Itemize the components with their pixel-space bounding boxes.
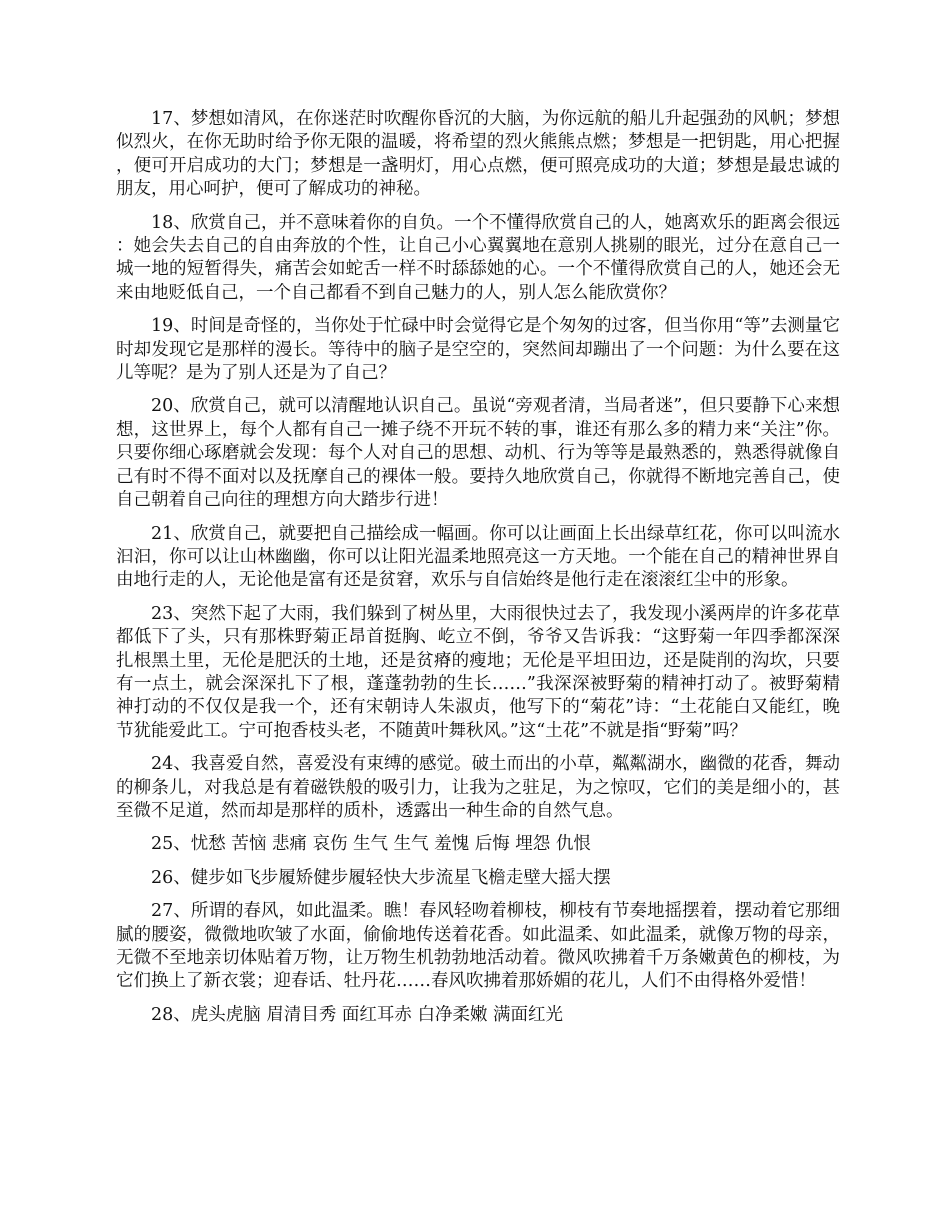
paragraph-17: 17、梦想如清风，在你迷茫时吹醒你昏沉的大脑，为你远航的船儿升起强劲的风帆；梦想似烈火，在你无助时给予你无限的温暖，将希望的烈火熊熊点燃；梦想是一把钥匙，用心把握，便可开启成功的大门；梦想是一盏明灯，用心点燃，便可照亮成功的大道；梦想是最忠诚的朋友，用心呵护，便可了解成功的神秘。 [116, 109, 840, 200]
paragraph-26: 26、健步如飞步履矫健步履轻快大步流星飞檐走壁大摇大摆 [151, 867, 611, 888]
paragraph-18: 18、欣赏自己，并不意味着你的自负。一个不懂得欣赏自己的人，她离欢乐的距离会很远：她会失去自己的自由奔放的个性，让自己小心翼翼地在意别人挑剔的眼光，过分在意自己一城一地的短暂得失，痛苦会如蛇舌一样不时舔舔她的心。一个不懂得欣赏自己的人，她还会无来由地贬低自己，一个自己都看不到自己魅力的人，别人怎么能欣赏你？ [116, 212, 840, 303]
paragraph-20: 20、欣赏自己，就可以清醒地认识自己。虽说“旁观者清，当局者迷”，但只要静下心来想想，这世界上，每个人都有自己一摊子绕不开玩不转的事，谁还有那么多的精力来“关注”你。只要你细心琢磨就会发现：每个人对自己的思想、动机、行为等等是最熟悉的，熟悉得就像自己有时不得不面对以及抚摩自己的裸体一般。要持久地欣赏自己，你就得不断地完善自己，使自己朝着自己向往的理想方向大踏步行进！ [116, 396, 840, 511]
paragraph-27: 27、所谓的春风，如此温柔。瞧！春风轻吻着柳枝，柳枝有节奏地摇摆着，摆动着它那细腻的腰姿，微微地吹皱了水面，偷偷地传送着花香。如此温柔、如此温柔，就像万物的母亲，无微不至地亲切体贴着万物，让万物生机勃勃地活动着。微风吹拂着千万条嫩黄色的柳枝，为它们换上了新衣裳；迎春话、牡丹花……春风吹拂着那娇媚的花儿，人们不由得格外爱惜！ [116, 901, 840, 992]
document-body [116, 108, 840, 1037]
paragraph-28: 28、虎头虎脑 眉清目秀 面红耳赤 白净柔嫩 满面红光 [151, 1004, 564, 1025]
paragraph-25: 25、忧愁 苦恼 悲痛 哀伤 生气 生气 羞愧 后悔 埋怨 仇恨 [151, 834, 591, 855]
paragraph-19: 19、时间是奇怪的，当你处于忙碌中时会觉得它是个匆匆的过客，但当你用“等”去测量它时却发现它是那样的漫长。等待中的脑子是空空的，突然间却蹦出了一个问题：为什么要在这儿等呢？是为了别人还是为了自己？ [116, 316, 840, 384]
paragraph-24: 24、我喜爱自然，喜爱没有束缚的感觉。破土而出的小草，粼粼湖水，幽微的花香，舞动的柳条儿，对我总是有着磁铁般的吸引力，让我为之驻足，为之惊叹，它们的美是细小的，甚至微不足道，然而却是那样的质朴，透露出一种生命的自然气息。 [116, 754, 840, 821]
paragraph-21: 21、欣赏自己，就要把自己描绘成一幅画。你可以让画面上长出绿草红花，你可以叫流水汩汩，你可以让山林幽幽，你可以让阳光温柔地照亮这一方天地。一个能在自己的精神世界自由地行走的人，无论他是富有还是贫窘，欢乐与自信始终是他行走在滚滚红尘中的形象。 [116, 523, 840, 591]
paragraph-23: 23、突然下起了大雨，我们躲到了树丛里，大雨很快过去了，我发现小溪两岸的许多花草都低下了头，只有那株野菊正昂首挺胸、屹立不倒，爷爷又告诉我：“这野菊一年四季都深深扎根黑土里，无伦是肥沃的土地，还是贫瘠的瘦地；无伦是平坦田边，还是陡削的沟坎，只要有一点土，就会深深扎下了根，蓬蓬勃勃的生长……”我深深被野菊的精神打动了。被野菊精神打动的不仅仅是我一个，还有宋朝诗人朱淑贞，他写下的“菊花”诗：“土花能白又能红，晚节犹能爱此工。宁可抱香枝头老，不随黄叶舞秋风。”这“土花”不就是指“野菊”吗？ [116, 603, 840, 741]
